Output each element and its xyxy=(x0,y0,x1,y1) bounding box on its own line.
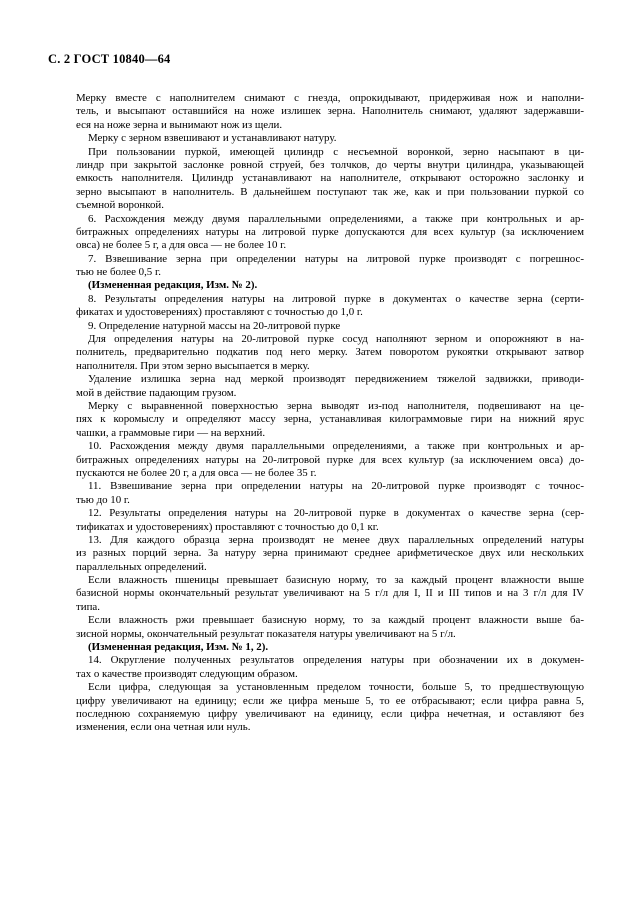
text-line: тью до 10 г. xyxy=(76,493,130,506)
text-line: битражных определениях натуры на литровой пурке допускаются для всех культур (за исключением xyxy=(76,225,584,238)
text-line: тью не более 0,5 г. xyxy=(76,266,161,279)
page-header: С. 2 ГОСТ 10840—64 xyxy=(48,52,171,66)
text-line: пускаются не более 20 г, а для овса — не более 35 г. xyxy=(76,466,317,479)
text-line: Мерку вместе с наполнителем снимают с гнезда, опрокидывают, придерживая нож и наполни- xyxy=(76,92,584,104)
text-line: 12. Результаты определения натуры на 20-литровой пурке в документах о качестве зерна (сер- xyxy=(88,507,584,520)
text-line: последнюю сохраняемую цифру увеличивают на единицу, если цифра нечетная, и оставляют без xyxy=(76,707,584,720)
text-line: 6. Расхождения между двумя параллельными определениями, а также при контрольных и ар- xyxy=(88,212,584,225)
text-line: 14. Округление полученных результатов определения натуры при обозначении их в докумен- xyxy=(88,654,584,667)
text-line: съемной воронкой. xyxy=(76,199,164,212)
text-line: (Измененная редакция, Изм. № 1, 2). xyxy=(88,641,269,654)
text-line: тификатах и удостоверениях) проставляют с точностью до 0,1 кг. xyxy=(76,520,379,533)
text-line: Мерку с выравненной поверхностью зерна выводят из-под наполнителя, подвешивают на це- xyxy=(88,399,584,412)
text-line: емкость наполнителя. Цилиндр устанавливают на наполнителе, открывают осторожно заслонку и xyxy=(76,172,584,185)
text-line: типа. xyxy=(76,600,100,613)
text-line: зерно высыпают в наполнитель. В дальнейшем поступают так же, как и при пользовании пуркой со xyxy=(76,185,584,198)
text-line: наполнителя. При этом зерно высыпается в мерку. xyxy=(76,359,310,372)
text-line: линдр при закрытой заслонке ровной струей, без толчков, до черты внутри цилиндра, указывающей xyxy=(76,158,584,171)
text-line: (Измененная редакция, Изм. № 2). xyxy=(88,279,258,292)
text-line: 11. Взвешивание зерна при определении натуры на 20-литровой пурке производят с точнос- xyxy=(88,480,584,493)
text-line: параллельных определений. xyxy=(76,560,207,573)
text-line: Для определения натуры на 20-литровой пурке сосуд наполняют зерном и опорожняют в на- xyxy=(88,333,584,346)
text-line: Если влажность пшеницы превышает базисную норму, то за каждый процент влажности выше xyxy=(88,574,584,587)
text-line: базисной нормы окончательный результат увеличивают на 5 г/л для I, II и III типов и на 3 г/л для IV xyxy=(76,587,584,600)
text-line: При пользовании пуркой, имеющей цилиндр с несъемной воронкой, зерно насыпают в ци- xyxy=(88,145,584,158)
text-line: фикатах и удостоверениях) проставляют с точностью до 1,0 г. xyxy=(76,306,363,319)
text-line: мой в действие падающим грузом. xyxy=(76,386,237,399)
text-line: чашки, а граммовые гири — на верхний. xyxy=(76,426,266,439)
text-line: 10. Расхождения между двумя параллельными определениями, а также при контрольных и ар- xyxy=(88,440,584,453)
text-line: 8. Результаты определения натуры на литровой пурке в документах о качестве зерна (серти- xyxy=(88,292,584,305)
text-line: тах о качестве производят следующим образом. xyxy=(76,667,298,680)
text-line: пях к коромыслу и определяют массу зерна, устанавливая килограммовые гири на нижний ярус xyxy=(76,413,584,426)
text-line: зисной нормы, окончательный результат показателя натуры увеличивают на 5 г/л. xyxy=(76,627,456,640)
text-line: Мерку с зерном взвешивают и устанавливают натуру. xyxy=(88,132,337,145)
text-line: овса) не более 5 г, а для овса — не более 10 г. xyxy=(76,239,287,252)
document-body xyxy=(76,92,584,735)
text-line: Удаление излишка зерна над меркой производят передвижением тяжелой задвижки, приводи- xyxy=(88,373,584,386)
text-line: 7. Взвешивание зерна при определении натуры на литровой пурке производят с погрешнос- xyxy=(88,252,584,265)
text-line: 9. Определение натурной массы на 20-литровой пурке xyxy=(88,319,341,332)
text-line: битражных определениях натуры на 20-литровой пурке для всех культур (за исключением овса) до- xyxy=(76,453,584,466)
text-line: 13. Для каждого образца зерна производят не менее двух параллельных определений натуры xyxy=(88,533,584,546)
text-line: тель, и высыпают оставшийся на ноже излишек зерна. Наполнитель снимают, удаляют задержавши- xyxy=(76,105,584,118)
text-line: полнитель, предварительно подкатив под него мерку. Затем поворотом рукоятки открывают затвор xyxy=(76,346,584,359)
text-line: еся на ноже зерна и вынимают нож из щели. xyxy=(76,118,283,131)
text-line: из разных порций зерна. За натуру зерна принимают среднее арифметическое двух или нескольких xyxy=(76,547,584,560)
text-line: цифру увеличивают на единицу; если же цифра меньше 5, то ее отбрасывают; если цифра равна 5, xyxy=(76,694,584,707)
text-line: Если влажность ржи превышает базисную норму, то за каждый процент влажности выше ба- xyxy=(88,614,584,627)
text-line: Если цифра, следующая за установленным пределом точности, больше 5, то предшествующую xyxy=(88,681,584,694)
text-line: изменения, если она четная или нуль. xyxy=(76,721,251,734)
